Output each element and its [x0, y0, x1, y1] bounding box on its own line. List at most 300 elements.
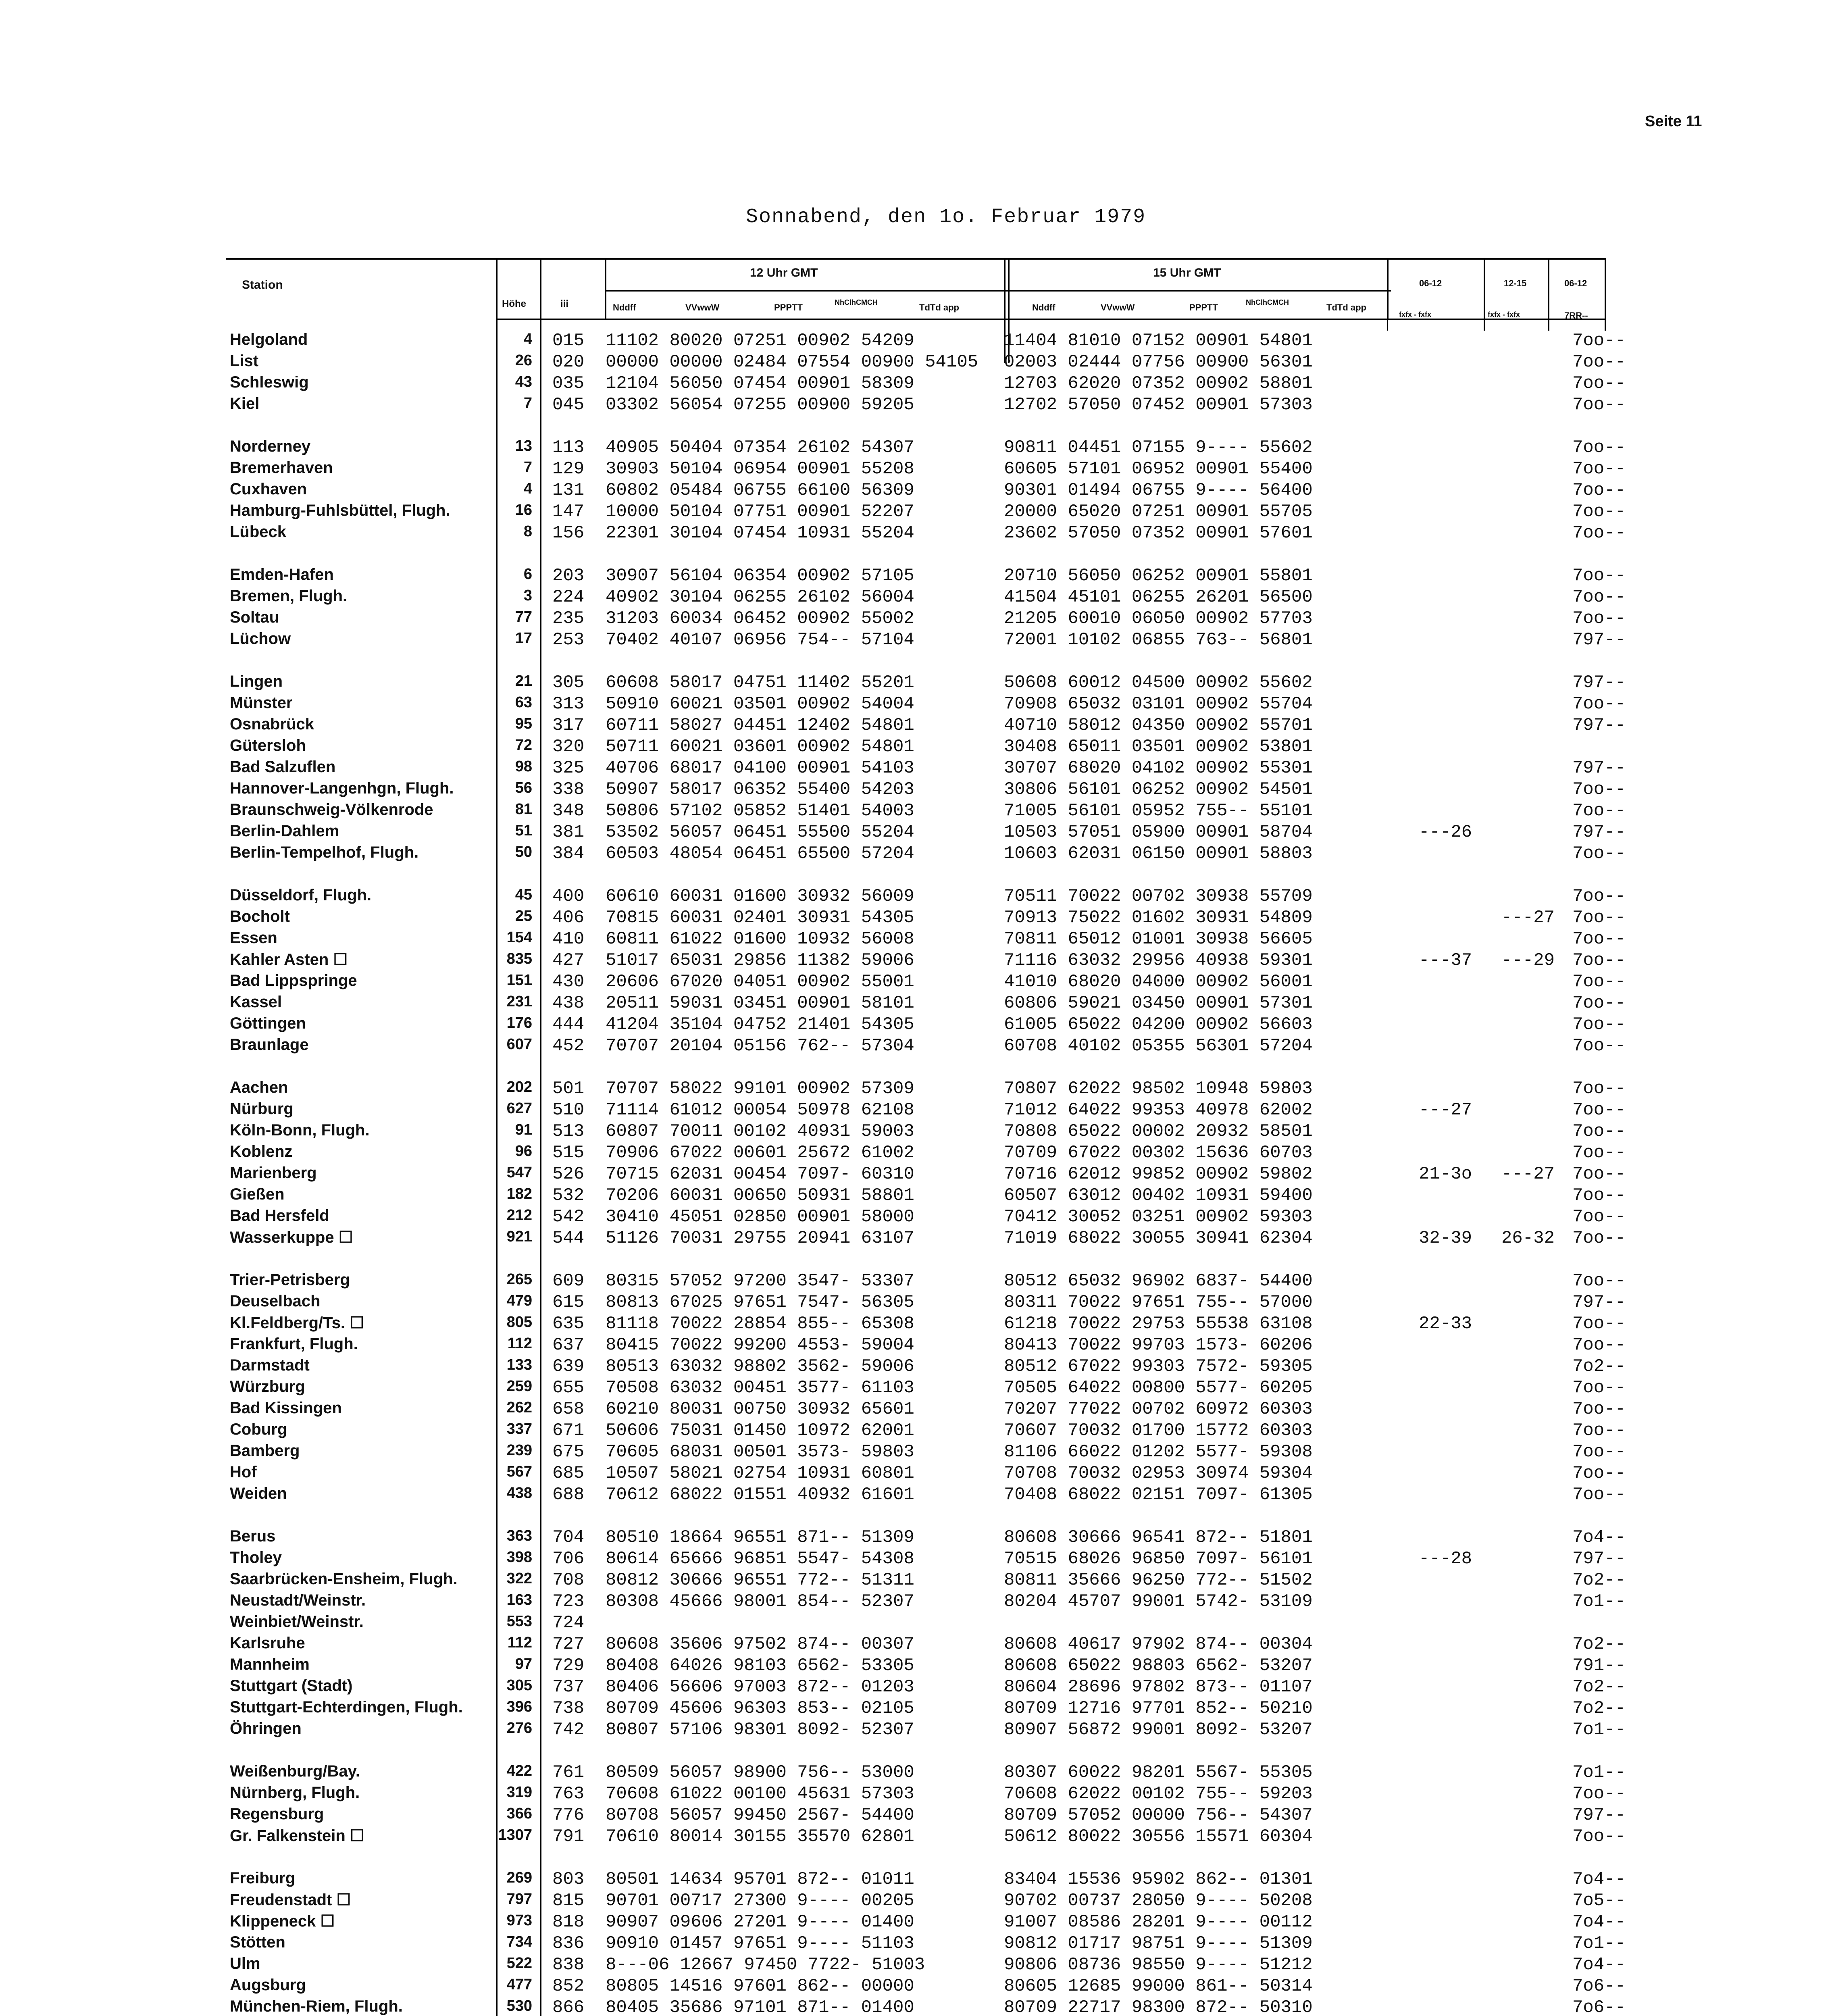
station-name: Trier-Petrisberg — [230, 1271, 350, 1289]
station-height: 422 — [506, 1762, 532, 1779]
station-height: 547 — [506, 1164, 532, 1181]
gust-12-15: 26-32 — [1501, 1228, 1555, 1248]
precip-06-12: 797-- — [1572, 1292, 1626, 1312]
precip-06-12: 7oo-- — [1572, 993, 1626, 1013]
precip-06-12: 7oo-- — [1572, 502, 1626, 522]
obs-15-uhr: 41504 45101 06255 26201 56500 — [1004, 587, 1313, 607]
frame-right — [1605, 258, 1606, 331]
station-height: 91 — [515, 1121, 532, 1138]
header-15-uhr: 15 Uhr GMT — [1153, 266, 1221, 279]
obs-15-uhr: 12702 57050 07452 00901 57303 — [1004, 395, 1313, 415]
precip-06-12: 797-- — [1572, 822, 1626, 842]
obs-12-uhr: 381 53502 56057 06451 55500 55204 — [552, 822, 914, 842]
station-name: Berus — [230, 1527, 276, 1545]
precip-06-12: 7oo-- — [1572, 1399, 1626, 1419]
station-height: 112 — [507, 1634, 532, 1651]
obs-15-uhr: 70807 62022 98502 10948 59803 — [1004, 1079, 1313, 1099]
station-name: Düsseldorf, Flugh. — [230, 886, 372, 904]
station-name: Köln-Bonn, Flugh. — [230, 1121, 370, 1139]
precip-06-12: 7o2-- — [1572, 1677, 1626, 1697]
station-height: 627 — [506, 1100, 532, 1117]
station-height: 25 — [515, 908, 532, 925]
obs-12-uhr: 776 80708 56057 99450 2567- 54400 — [552, 1805, 914, 1825]
gust-12-15: ---27 — [1501, 908, 1555, 928]
obs-12-uhr: 400 60610 60031 01600 30932 56009 — [552, 886, 914, 906]
station-height: 13 — [515, 437, 532, 454]
station-height: 7 — [523, 395, 532, 412]
station-height: 8 — [523, 523, 532, 540]
obs-12-uhr: 305 60608 58017 04751 11402 55201 — [552, 673, 914, 693]
station-name: Bad Hersfeld — [230, 1207, 329, 1225]
station-height: 96 — [515, 1143, 532, 1160]
precip-06-12: 7oo-- — [1572, 886, 1626, 906]
precip-06-12: 7oo-- — [1572, 587, 1626, 607]
gust-12-15: ---29 — [1501, 950, 1555, 971]
station-name: München-Riem, Flugh. — [230, 1997, 403, 2015]
obs-15-uhr: 41010 68020 04000 00902 56001 — [1004, 972, 1313, 992]
station-height: 363 — [506, 1527, 532, 1544]
obs-15-uhr: 80608 30666 96541 872-- 51801 — [1004, 1527, 1313, 1547]
gust-06-12: 22-33 — [1418, 1314, 1472, 1334]
obs-12-uhr: 501 70707 58022 99101 00902 57309 — [552, 1079, 914, 1099]
station-name: Saarbrücken-Ensheim, Flugh. — [230, 1570, 458, 1588]
precip-06-12: 7o1-- — [1572, 1720, 1626, 1740]
obs-15-uhr: 70505 64022 00800 5577- 60205 — [1004, 1378, 1313, 1398]
obs-12-uhr: 526 70715 62031 00454 7097- 60310 — [552, 1164, 914, 1184]
station-name: Essen — [230, 929, 277, 947]
station-height: 921 — [506, 1228, 532, 1245]
obs-15-uhr: 80709 57052 00000 756-- 54307 — [1004, 1805, 1313, 1825]
obs-12-uhr: 317 60711 58027 04451 12402 54801 — [552, 715, 914, 735]
obs-15-uhr: 90806 08736 98550 9---- 51212 — [1004, 1955, 1313, 1975]
station-height: 112 — [507, 1335, 532, 1352]
header-c5: 06-12 — [1564, 278, 1587, 288]
station-name: Karlsruhe — [230, 1634, 305, 1652]
station-name: Würzburg — [230, 1378, 305, 1395]
station-name: Freudenstadt ☐ — [230, 1891, 351, 1909]
obs-12-uhr: 020 00000 00000 02484 07554 00900 54105 — [552, 352, 978, 372]
obs-12-uhr: 348 50806 57102 05852 51401 54003 — [552, 801, 914, 821]
obs-15-uhr: 70811 65012 01001 30938 56605 — [1004, 929, 1313, 949]
station-height: 1307 — [498, 1826, 532, 1843]
precip-06-12: 7o1-- — [1572, 1762, 1626, 1783]
header-hoehe: Höhe — [502, 298, 526, 309]
obs-12-uhr: 639 80513 63032 98802 3562- 59006 — [552, 1356, 914, 1377]
station-height: 45 — [515, 886, 532, 903]
obs-12-uhr: 708 80812 30666 96551 772-- 51311 — [552, 1570, 914, 1590]
page-title: Sonnabend, den 1o. Februar 1979 — [746, 206, 1146, 229]
header-12-vvwww: VVwwW — [685, 302, 720, 312]
station-name: Bamberg — [230, 1442, 300, 1460]
obs-12-uhr: 738 80709 45606 96303 853-- 02105 — [552, 1698, 914, 1718]
obs-15-uhr: 80907 56872 99001 8092- 53207 — [1004, 1720, 1313, 1740]
frame-top — [226, 258, 1605, 260]
station-height: 262 — [506, 1399, 532, 1416]
precip-06-12: 7oo-- — [1572, 437, 1626, 458]
obs-12-uhr: 513 60807 70011 00102 40931 59003 — [552, 1121, 914, 1141]
station-height: 231 — [506, 993, 532, 1010]
precip-06-12: 7oo-- — [1572, 1485, 1626, 1505]
header-c4: 12-15 — [1504, 278, 1527, 288]
precip-06-12: 7oo-- — [1572, 395, 1626, 415]
frame-header-mid15 — [1008, 290, 1391, 292]
precip-06-12: 7o1-- — [1572, 1933, 1626, 1954]
precip-06-12: 7oo-- — [1572, 801, 1626, 821]
obs-15-uhr: 80605 12685 99000 861-- 50314 — [1004, 1976, 1313, 1996]
obs-12-uhr: 729 80408 64026 98103 6562- 53305 — [552, 1656, 914, 1676]
obs-15-uhr: 90812 01717 98751 9---- 51309 — [1004, 1933, 1313, 1954]
station-height: 337 — [506, 1420, 532, 1437]
obs-12-uhr: 325 40706 68017 04100 00901 54103 — [552, 758, 914, 778]
station-height: 98 — [515, 758, 532, 775]
gust-06-12: ---37 — [1418, 950, 1472, 971]
obs-15-uhr: 30707 68020 04102 00902 55301 — [1004, 758, 1313, 778]
precip-06-12: 7oo-- — [1572, 843, 1626, 864]
station-name: Bad Kissingen — [230, 1399, 342, 1417]
precip-06-12: 7oo-- — [1572, 1100, 1626, 1120]
station-height: 133 — [506, 1356, 532, 1373]
precip-06-12: 7oo-- — [1572, 459, 1626, 479]
frame-header-mid12 — [605, 290, 1008, 292]
obs-12-uhr: 015 11102 80020 07251 00902 54209 — [552, 331, 914, 351]
obs-15-uhr: 70515 68026 96850 7097- 56101 — [1004, 1549, 1313, 1569]
gust-12-15: ---27 — [1501, 1164, 1555, 1184]
station-height: 438 — [506, 1485, 532, 1502]
obs-15-uhr: 80709 12716 97701 852-- 50210 — [1004, 1698, 1313, 1718]
station-height: 319 — [506, 1784, 532, 1801]
obs-15-uhr: 23602 57050 07352 00901 57601 — [1004, 523, 1313, 543]
gust-06-12: ---26 — [1418, 822, 1472, 842]
obs-15-uhr: 71019 68022 30055 30941 62304 — [1004, 1228, 1313, 1248]
obs-15-uhr: 70408 68022 02151 7097- 61305 — [1004, 1485, 1313, 1505]
station-height: 530 — [506, 1997, 532, 2014]
station-name: Schleswig — [230, 373, 309, 391]
station-name: Gütersloh — [230, 737, 306, 754]
station-height: 276 — [506, 1720, 532, 1737]
obs-15-uhr: 20000 65020 07251 00901 55705 — [1004, 502, 1313, 522]
precip-06-12: 7oo-- — [1572, 373, 1626, 394]
station-name: Kahler Asten ☐ — [230, 951, 348, 968]
obs-15-uhr: 70412 30052 03251 00902 59303 — [1004, 1207, 1313, 1227]
station-height: 21 — [515, 673, 532, 689]
station-name: Freiburg — [230, 1869, 296, 1887]
station-height: 3 — [523, 587, 532, 604]
station-name: Tholey — [230, 1549, 282, 1566]
station-name: Weiden — [230, 1485, 287, 1502]
station-name: Lingen — [230, 673, 283, 690]
station-name: Hof — [230, 1463, 257, 1481]
station-name: Augsburg — [230, 1976, 306, 1994]
header-12-uhr: 12 Uhr GMT — [750, 266, 818, 279]
precip-06-12: 7oo-- — [1572, 480, 1626, 500]
precip-06-12: 7o2-- — [1572, 1356, 1626, 1377]
precip-06-12: 7oo-- — [1572, 908, 1626, 928]
station-name: Braunlage — [230, 1036, 309, 1054]
obs-12-uhr: 515 70906 67022 00601 25672 61002 — [552, 1143, 914, 1163]
station-name: Weißenburg/Bay. — [230, 1762, 360, 1780]
obs-12-uhr: 045 03302 56054 07255 00900 59205 — [552, 395, 914, 415]
precip-06-12: 7oo-- — [1572, 1164, 1626, 1184]
precip-06-12: 7o2-- — [1572, 1570, 1626, 1590]
obs-12-uhr: 129 30903 50104 06954 00901 55208 — [552, 459, 914, 479]
gust-06-12: 32-39 — [1418, 1228, 1472, 1248]
header-12-ppptt: PPPTT — [774, 302, 803, 312]
page-number: Seite 11 — [1645, 113, 1702, 130]
station-name: Stuttgart (Stadt) — [230, 1677, 353, 1695]
station-name: Ulm — [230, 1955, 260, 1972]
station-height: 6 — [523, 566, 532, 583]
obs-15-uhr: 11404 81010 07152 00901 54801 — [1004, 331, 1313, 351]
obs-12-uhr: 615 80813 67025 97651 7547- 56305 — [552, 1292, 914, 1312]
precip-06-12: 7o6-- — [1572, 1976, 1626, 1996]
station-height: 797 — [506, 1891, 532, 1908]
obs-15-uhr: 02003 02444 07756 00900 56301 — [1004, 352, 1313, 372]
header-12-td: TdTd app — [919, 302, 959, 312]
obs-12-uhr: 253 70402 40107 06956 754-- 57104 — [552, 630, 914, 650]
precip-06-12: 797-- — [1572, 1805, 1626, 1825]
header-c3: 06-12 — [1419, 278, 1442, 288]
station-name: Hamburg-Fuhlsbüttel, Flugh. — [230, 502, 450, 519]
obs-15-uhr: 12703 62020 07352 00902 58801 — [1004, 373, 1313, 394]
station-height: 259 — [506, 1378, 532, 1395]
obs-12-uhr: 609 80315 57052 97200 3547- 53307 — [552, 1271, 914, 1291]
precip-06-12: 797-- — [1572, 673, 1626, 693]
obs-12-uhr: 320 50711 60021 03601 00902 54801 — [552, 737, 914, 757]
obs-15-uhr: 90702 00737 28050 9---- 50208 — [1004, 1891, 1313, 1911]
station-height: 56 — [515, 779, 532, 796]
obs-12-uhr: 688 70612 68022 01551 40932 61601 — [552, 1485, 914, 1505]
obs-12-uhr: 852 80805 14516 97601 862-- 00000 — [552, 1976, 914, 1996]
station-name: Neustadt/Weinstr. — [230, 1591, 366, 1609]
obs-12-uhr: 406 70815 60031 02401 30931 54305 — [552, 908, 914, 928]
obs-12-uhr: 803 80501 14634 95701 872-- 01011 — [552, 1869, 914, 1889]
obs-12-uhr: 723 80308 45666 98001 854-- 52307 — [552, 1591, 914, 1612]
precip-06-12: 7oo-- — [1572, 1079, 1626, 1099]
obs-15-uhr: 80512 65032 96902 6837- 54400 — [1004, 1271, 1313, 1291]
obs-15-uhr: 80709 22717 98300 872-- 50310 — [1004, 1997, 1313, 2016]
obs-12-uhr: 763 70608 61022 00100 45631 57303 — [552, 1784, 914, 1804]
precip-06-12: 7oo-- — [1572, 1335, 1626, 1355]
obs-15-uhr: 20710 56050 06252 00901 55801 — [1004, 566, 1313, 586]
precip-06-12: 797-- — [1572, 758, 1626, 778]
obs-12-uhr: 866 80405 35686 97101 871-- 01400 — [552, 1997, 914, 2016]
station-name: Öhringen — [230, 1720, 302, 1737]
station-name: Soltau — [230, 608, 279, 626]
precip-06-12: 7o6-- — [1572, 1997, 1626, 2016]
precip-06-12: 7oo-- — [1572, 1784, 1626, 1804]
station-name: Braunschweig-Völkenrode — [230, 801, 433, 818]
station-name: Aachen — [230, 1079, 288, 1096]
station-name: Stuttgart-Echterdingen, Flugh. — [230, 1698, 463, 1716]
station-name: Stötten — [230, 1933, 285, 1951]
obs-15-uhr: 71116 63032 29956 40938 59301 — [1004, 950, 1313, 971]
obs-15-uhr: 70708 70032 02953 30974 59304 — [1004, 1463, 1313, 1483]
station-height: 176 — [506, 1014, 532, 1031]
station-height: 43 — [515, 373, 532, 390]
obs-15-uhr: 60806 59021 03450 00901 57301 — [1004, 993, 1313, 1013]
precip-06-12: 7o4-- — [1572, 1912, 1626, 1932]
precip-06-12: 7oo-- — [1572, 1185, 1626, 1206]
obs-12-uhr: 452 70707 20104 05156 762-- 57304 — [552, 1036, 914, 1056]
station-name: Coburg — [230, 1420, 287, 1438]
obs-12-uhr: 637 80415 70022 99200 4553- 59004 — [552, 1335, 914, 1355]
precip-06-12: 7oo-- — [1572, 1463, 1626, 1483]
station-name: Marienberg — [230, 1164, 317, 1182]
station-name: Lüchow — [230, 630, 291, 648]
gust-06-12: 21-3o — [1418, 1164, 1472, 1184]
station-height: 522 — [506, 1955, 532, 1972]
obs-15-uhr: 70207 77022 00702 60972 60303 — [1004, 1399, 1313, 1419]
precip-06-12: 7oo-- — [1572, 1228, 1626, 1248]
precip-06-12: 7oo-- — [1572, 929, 1626, 949]
obs-15-uhr: 10603 62031 06150 00901 58803 — [1004, 843, 1313, 864]
frame-12-left — [605, 258, 606, 319]
precip-06-12: 7oo-- — [1572, 779, 1626, 800]
obs-15-uhr: 80512 67022 99303 7572- 59305 — [1004, 1356, 1313, 1377]
obs-12-uhr: 235 31203 60034 06452 00902 55002 — [552, 608, 914, 629]
station-name: Klippeneck ☐ — [230, 1912, 335, 1930]
precip-06-12: 7oo-- — [1572, 1442, 1626, 1462]
obs-15-uhr: 80608 40617 97902 874-- 00304 — [1004, 1634, 1313, 1654]
precip-06-12: 7oo-- — [1572, 331, 1626, 351]
header-iii: iii — [560, 298, 569, 309]
obs-15-uhr: 90811 04451 07155 9---- 55602 — [1004, 437, 1313, 458]
obs-15-uhr: 80413 70022 99703 1573- 60206 — [1004, 1335, 1313, 1355]
station-height: 607 — [506, 1036, 532, 1053]
precip-06-12: 7oo-- — [1572, 523, 1626, 543]
station-height: 398 — [506, 1549, 532, 1566]
station-height: 202 — [506, 1079, 532, 1095]
obs-12-uhr: 147 10000 50104 07751 00901 52207 — [552, 502, 914, 522]
station-height: 81 — [515, 801, 532, 818]
station-height: 366 — [506, 1805, 532, 1822]
station-height: 269 — [506, 1869, 532, 1886]
station-height: 396 — [506, 1698, 532, 1715]
header-15-nddff: Nddff — [1032, 302, 1055, 312]
obs-15-uhr: 60708 40102 05355 56301 57204 — [1004, 1036, 1313, 1056]
obs-15-uhr: 81106 66022 01202 5577- 59308 — [1004, 1442, 1313, 1462]
station-height: 7 — [523, 459, 532, 476]
obs-15-uhr: 70908 65032 03101 00902 55704 — [1004, 694, 1313, 714]
obs-12-uhr: 410 60811 61022 01600 10932 56008 — [552, 929, 914, 949]
precip-06-12: 791-- — [1572, 1656, 1626, 1676]
precip-06-12: 797-- — [1572, 630, 1626, 650]
station-height: 212 — [506, 1207, 532, 1224]
obs-15-uhr: 71005 56101 05952 755-- 55101 — [1004, 801, 1313, 821]
obs-15-uhr: 80811 35666 96250 772-- 51502 — [1004, 1570, 1313, 1590]
precip-06-12: 7oo-- — [1572, 1121, 1626, 1141]
station-name: Gr. Falkenstein ☐ — [230, 1827, 364, 1845]
obs-12-uhr: 438 20511 59031 03451 00901 58101 — [552, 993, 914, 1013]
precip-06-12: 7o2-- — [1572, 1698, 1626, 1718]
precip-06-12: 7oo-- — [1572, 1420, 1626, 1441]
station-name: Göttingen — [230, 1014, 306, 1032]
header-15-ppptt: PPPTT — [1189, 302, 1218, 312]
precip-06-12: 7oo-- — [1572, 1271, 1626, 1291]
station-name: Bremerhaven — [230, 459, 333, 477]
obs-12-uhr: 035 12104 56050 07454 00901 58309 — [552, 373, 914, 394]
obs-15-uhr: 70716 62012 99852 00902 59802 — [1004, 1164, 1313, 1184]
obs-12-uhr: 384 60503 48054 06451 65500 57204 — [552, 843, 914, 864]
station-height: 835 — [506, 950, 532, 967]
obs-15-uhr: 70607 70032 01700 15772 60303 — [1004, 1420, 1313, 1441]
header-15-cloud: NhClhCMCH — [1246, 298, 1289, 306]
obs-12-uhr: 724 — [552, 1613, 585, 1633]
station-height: 182 — [506, 1185, 532, 1202]
obs-15-uhr: 30408 65011 03501 00902 53801 — [1004, 737, 1313, 757]
precip-06-12: 7o1-- — [1572, 1591, 1626, 1612]
obs-15-uhr: 50608 60012 04500 00902 55602 — [1004, 673, 1313, 693]
header-station: Station — [242, 278, 283, 292]
station-height: 973 — [506, 1912, 532, 1929]
station-height: 4 — [523, 331, 532, 348]
obs-15-uhr: 10503 57051 05900 00901 58704 — [1004, 822, 1313, 842]
station-height: 163 — [506, 1591, 532, 1608]
obs-15-uhr: 70709 67022 00302 15636 60703 — [1004, 1143, 1313, 1163]
obs-12-uhr: 742 80807 57106 98301 8092- 52307 — [552, 1720, 914, 1740]
obs-12-uhr: 427 51017 65031 29856 11382 59006 — [552, 950, 914, 971]
station-name: Münster — [230, 694, 293, 712]
station-height: 63 — [515, 694, 532, 711]
precip-06-12: 7o4-- — [1572, 1869, 1626, 1889]
obs-15-uhr: 60605 57101 06952 00901 55400 — [1004, 459, 1313, 479]
precip-06-12: 797-- — [1572, 715, 1626, 735]
obs-12-uhr: 675 70605 68031 00501 3573- 59803 — [552, 1442, 914, 1462]
precip-06-12: 7oo-- — [1572, 352, 1626, 372]
station-height: 477 — [506, 1976, 532, 1993]
obs-12-uhr: 338 50907 58017 06352 55400 54203 — [552, 779, 914, 800]
precip-06-12: 7oo-- — [1572, 1014, 1626, 1035]
obs-12-uhr: 818 90907 09606 27201 9---- 01400 — [552, 1912, 914, 1932]
precip-06-12: 7oo-- — [1572, 1826, 1626, 1847]
station-name: Lübeck — [230, 523, 287, 541]
header-c3-sub: fxfx - fxfx — [1399, 310, 1432, 319]
station-height: 479 — [506, 1292, 532, 1309]
obs-15-uhr: 91007 08586 28201 9---- 00112 — [1004, 1912, 1313, 1932]
precip-06-12: 7o4-- — [1572, 1955, 1626, 1975]
station-name: Kiel — [230, 395, 260, 412]
header-12-nddff: Nddff — [613, 302, 636, 312]
obs-12-uhr: 671 50606 75031 01450 10972 62001 — [552, 1420, 914, 1441]
station-height: 77 — [515, 608, 532, 625]
station-name: Emden-Hafen — [230, 566, 334, 583]
station-name: Bad Salzuflen — [230, 758, 336, 776]
precip-06-12: 7o4-- — [1572, 1527, 1626, 1547]
frame-c3-left — [1387, 258, 1388, 331]
obs-12-uhr: 542 30410 45051 02850 00901 58000 — [552, 1207, 914, 1227]
obs-15-uhr: 80307 60022 98201 5567- 55305 — [1004, 1762, 1313, 1783]
frame-c4-left — [1484, 258, 1485, 331]
obs-12-uhr: 838 8---06 12667 97450 7722- 51003 — [552, 1955, 925, 1975]
obs-12-uhr: 544 51126 70031 29755 20941 63107 — [552, 1228, 914, 1248]
station-name: Berlin-Tempelhof, Flugh. — [230, 843, 419, 861]
station-height: 553 — [506, 1613, 532, 1630]
obs-12-uhr: 156 22301 30104 07454 10931 55204 — [552, 523, 914, 543]
precip-06-12: 7oo-- — [1572, 566, 1626, 586]
station-height: 50 — [515, 843, 532, 860]
station-name: Gießen — [230, 1185, 285, 1203]
station-height: 26 — [515, 352, 532, 369]
station-name: Bremen, Flugh. — [230, 587, 348, 605]
obs-15-uhr: 80608 65022 98803 6562- 53207 — [1004, 1656, 1313, 1676]
precip-06-12: 7oo-- — [1572, 694, 1626, 714]
obs-15-uhr: 70608 62022 00102 755-- 59203 — [1004, 1784, 1313, 1804]
obs-12-uhr: 444 41204 35104 04752 21401 54305 — [552, 1014, 914, 1035]
obs-15-uhr: 61218 70022 29753 55538 63108 — [1004, 1314, 1313, 1334]
station-height: 95 — [515, 715, 532, 732]
station-name: Koblenz — [230, 1143, 293, 1160]
obs-12-uhr: 737 80406 56606 97003 872-- 01203 — [552, 1677, 914, 1697]
